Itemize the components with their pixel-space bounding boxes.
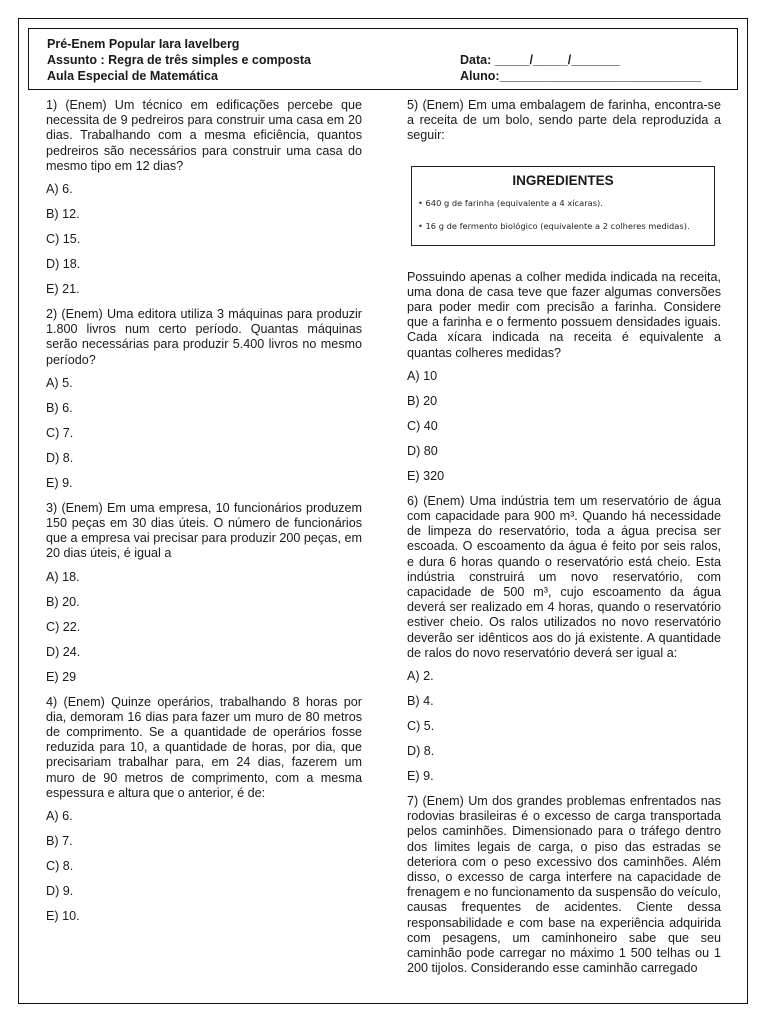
option-d: D) 8. <box>46 450 74 465</box>
answer-options <box>407 669 721 784</box>
option-d: D) 80 <box>407 443 438 458</box>
ingredients-title: INGREDIENTES <box>512 172 614 188</box>
option-a: A) 10 <box>407 368 438 383</box>
option-c: C) 8. <box>46 859 74 874</box>
option-e: E) 10. <box>46 909 80 924</box>
question-5 <box>407 98 721 484</box>
option-a: A) 18. <box>46 569 80 584</box>
left-column <box>46 98 362 934</box>
right-column <box>407 98 721 985</box>
option-d: D) 18. <box>46 257 81 272</box>
question-4 <box>46 695 362 924</box>
option-b: B) 6. <box>46 400 73 415</box>
course-title: Pré-Enem Popular Iara Iavelberg <box>47 37 240 51</box>
option-a: A) 2. <box>407 669 434 684</box>
option-d: D) 24. <box>46 644 81 659</box>
answer-options <box>46 376 362 491</box>
option-a: A) 6. <box>46 182 73 197</box>
option-a: A) 5. <box>46 375 73 390</box>
answer-options <box>46 182 362 297</box>
option-c: C) 7. <box>46 425 74 440</box>
option-e: E) 9. <box>407 769 434 784</box>
option-e: E) 9. <box>46 475 73 490</box>
option-b: B) 20 <box>407 393 438 408</box>
question-text: 1) (Enem) Um técnico em edificações percebe que necessita de 9 pedreiros para construir uma casa em 20 dias. Trabalhando com a mesma eficiência, quantos pedreiros são necessários para construir uma casa do mesmo tipo em 12 dias? <box>46 98 362 173</box>
student-field: Aluno:_____________________________ <box>460 69 702 83</box>
question-text: 2) (Enem) Uma editora utiliza 3 máquinas para produzir 1.800 livros num certo período. Quantas máquinas serão necessárias para produzir 5.400 livros no mesmo período? <box>46 307 362 367</box>
question-text-continued: Possuindo apenas a colher medida indicada na receita, uma dona de casa teve que fazer algumas conversões para poder medir com precisão a farinha. Considere que a farinha e o fermento possuem densidades iguais. Cada xícara indicada na receita é equivalente a quantas colheres medidas? <box>407 269 721 360</box>
subject-line: Assunto : Regra de três simples e composta <box>47 53 311 67</box>
option-a: A) 6. <box>46 809 73 824</box>
option-b: B) 4. <box>407 694 434 709</box>
option-c: C) 15. <box>46 232 81 247</box>
question-6 <box>407 494 721 784</box>
question-text: 4) (Enem) Quinze operários, trabalhando 8 horas por dia, demoram 16 dias para fazer um muro de 80 metros de comprimento. Se a quantidade de operários fosse reduzida para 10, a quantidade de horas, por dia, que precisariam trabalhar para, em 24 dias, fazerem um muro de 90 metros de comprimento, com a mesma espessura e altura que o anterior, é de: <box>46 694 362 800</box>
option-e: E) 29 <box>46 669 77 684</box>
option-d: D) 8. <box>407 744 435 759</box>
ingredients-box <box>411 166 715 246</box>
ingredient-flour: • 640 g de farinha (equivalente a 4 xícaras). <box>418 197 603 208</box>
option-e: E) 320 <box>407 468 445 483</box>
question-2 <box>46 307 362 491</box>
option-c: C) 40 <box>407 418 438 433</box>
option-c: C) 5. <box>407 719 435 734</box>
question-text: 3) (Enem) Em uma empresa, 10 funcionários produzem 150 peças em 30 dias úteis. O número de funcionários que a empresa vai precisar para produzir 200 peças, em 20 dias úteis, é igual a <box>46 500 362 561</box>
option-b: B) 20. <box>46 594 80 609</box>
option-b: B) 7. <box>46 834 73 849</box>
answer-options <box>407 369 721 484</box>
question-text: 5) (Enem) Em uma embalagem de farinha, encontra-se a receita de um bolo, sendo parte dela reproduzida a seguir: <box>407 98 721 143</box>
question-7 <box>407 794 721 976</box>
option-c: C) 22. <box>46 619 81 634</box>
answer-options <box>46 809 362 924</box>
class-title: Aula Especial de Matemática <box>47 69 218 83</box>
question-1 <box>46 98 362 297</box>
question-text: 6) (Enem) Uma indústria tem um reservatório de água com capacidade para 900 m³. Quando há necessidade de limpeza do reservatório, toda a água precisa ser escoada. O escoamento da água é feito por seis ralos, e dura 6 horas quando o reservatório está cheio. Esta indústria construirá um novo reservatório, com capacidade de 500 m³, cujo escoamento da água deverá ser realizado em 4 horas, quando o reservatório estiver cheio. Os ralos utilizados no novo reservatório deverão ser idênticos aos do já existente. A quantidade de ralos do novo reservatório deverá ser igual a: <box>407 493 721 660</box>
date-field: Data: _____/_____/_______ <box>460 53 620 67</box>
option-d: D) 9. <box>46 884 74 899</box>
option-e: E) 21. <box>46 282 80 297</box>
question-3 <box>46 501 362 685</box>
answer-options <box>46 570 362 685</box>
ingredient-yeast: • 16 g de fermento biológico (equivalente a 2 colheres medidas). <box>418 220 690 231</box>
option-b: B) 12. <box>46 207 80 222</box>
question-text: 7) (Enem) Um dos grandes problemas enfrentados nas rodovias brasileiras é o excesso de carga transportada pelos caminhões. Dimensionado para o tráfego dentro dos limites legais de carga, o piso das estradas se deteriora com o peso excessivo dos caminhões. Além disso, o excesso de carga interfere na capacidade de frenagem e no funcionamento da suspensão do veículo, causas frequentes de acidentes. Ciente dessa responsabilidade e com base na experiência adquirida com pesagens, um caminhoneiro sabe que seu caminhão pode carregar no máximo 1 500 telhas ou 1 200 tijolos. Considerando esse caminhão carregado <box>407 794 721 976</box>
